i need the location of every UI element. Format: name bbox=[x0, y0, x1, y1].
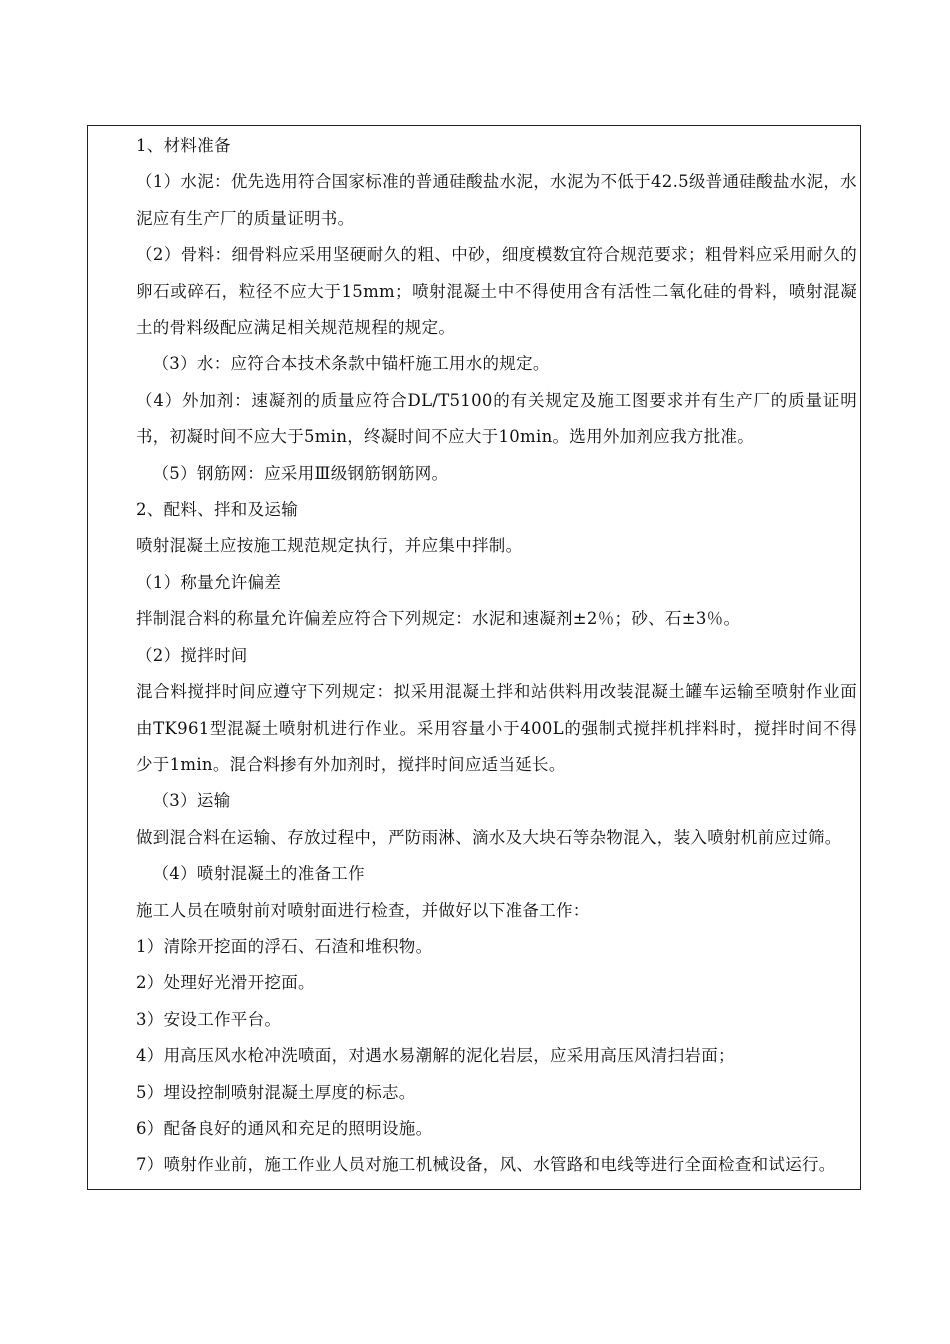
list-item: 1）清除开挖面的浮石、石渣和堆积物。 bbox=[136, 936, 433, 956]
paragraph-water: （3）水：应符合本技术条款中锚杆施工用水的规定。 bbox=[152, 354, 550, 374]
list-item: 3）安设工作平台。 bbox=[136, 1009, 282, 1029]
paragraph-transport: 做到混合料在运输、存放过程中，严防雨淋、滴水及大块石等杂物混入，装入喷射机前应过筛。 bbox=[136, 827, 842, 847]
subheading-preparation: （4）喷射混凝土的准备工作 bbox=[152, 864, 365, 884]
document-body bbox=[136, 128, 857, 1184]
document-frame bbox=[87, 125, 861, 1190]
list-item: 4）用高压风水枪冲洗喷面，对遇水易潮解的泥化岩层，应采用高压风清扫岩面； bbox=[136, 1046, 735, 1066]
paragraph-aggregate: （2）骨料：细骨料应采用坚硬耐久的粗、中砂，细度模数宜符合规范要求；粗骨料应采用耐久的卵石或碎石，粒径不应大于15mm；喷射混凝土中不得使用含有活性二氧化硅的骨料，喷射混凝土的骨料级配应满足相关规范规程的规定。 bbox=[136, 245, 857, 338]
paragraph-rebar-mesh: （5）钢筋网：应采用Ⅲ级钢筋钢筋网。 bbox=[152, 463, 449, 483]
list-item: 7）喷射作业前，施工作业人员对施工机械设备，风、水管路和电线等进行全面检查和试运行。 bbox=[136, 1155, 836, 1175]
section-heading: 2、配料、拌和及运输 bbox=[136, 500, 298, 520]
paragraph-mixing-time: 混合料搅拌时间应遵守下列规定：拟采用混凝土拌和站供料用改装混凝土罐车运输至喷射作业面由TK961型混凝土喷射机进行作业。采用容量小于400L的强制式搅拌机拌料时，搅拌时间不得少于1min。混合料掺有外加剂时，搅拌时间应适当延长。 bbox=[136, 682, 857, 774]
paragraph-admixture: （4）外加剂：速凝剂的质量应符合DL/T5100的有关规定及施工图要求并有生产厂的质量证明书，初凝时间不应大于5min，终凝时间不应大于10min。选用外加剂应我方批准。 bbox=[136, 390, 857, 447]
list-item: 6）配备良好的通风和充足的照明设施。 bbox=[136, 1118, 433, 1138]
list-item: 2）处理好光滑开挖面。 bbox=[136, 973, 315, 993]
list-item: 5）埋设控制喷射混凝土厚度的标志。 bbox=[136, 1082, 416, 1102]
paragraph-preparation: 施工人员在喷射前对喷射面进行检查，并做好以下准备工作： bbox=[136, 900, 590, 920]
paragraph-cement: （1）水泥：优先选用符合国家标准的普通硅酸盐水泥，水泥为不低于42.5级普通硅酸盐水泥，水泥应有生产厂的质量证明书。 bbox=[136, 172, 857, 228]
subheading-transport: （3）运输 bbox=[152, 791, 231, 811]
subheading-weighing: （1）称量允许偏差 bbox=[136, 572, 282, 592]
paragraph-weighing: 拌制混合料的称量允许偏差应符合下列规定：水泥和速凝剂±2％；砂、石±3％。 bbox=[136, 609, 741, 629]
section-heading: 1、材料准备 bbox=[136, 136, 231, 155]
paragraph-mixing-rule: 喷射混凝土应按施工规范规定执行，并应集中拌制。 bbox=[136, 536, 523, 556]
subheading-mixing-time: （2）搅拌时间 bbox=[136, 645, 248, 665]
